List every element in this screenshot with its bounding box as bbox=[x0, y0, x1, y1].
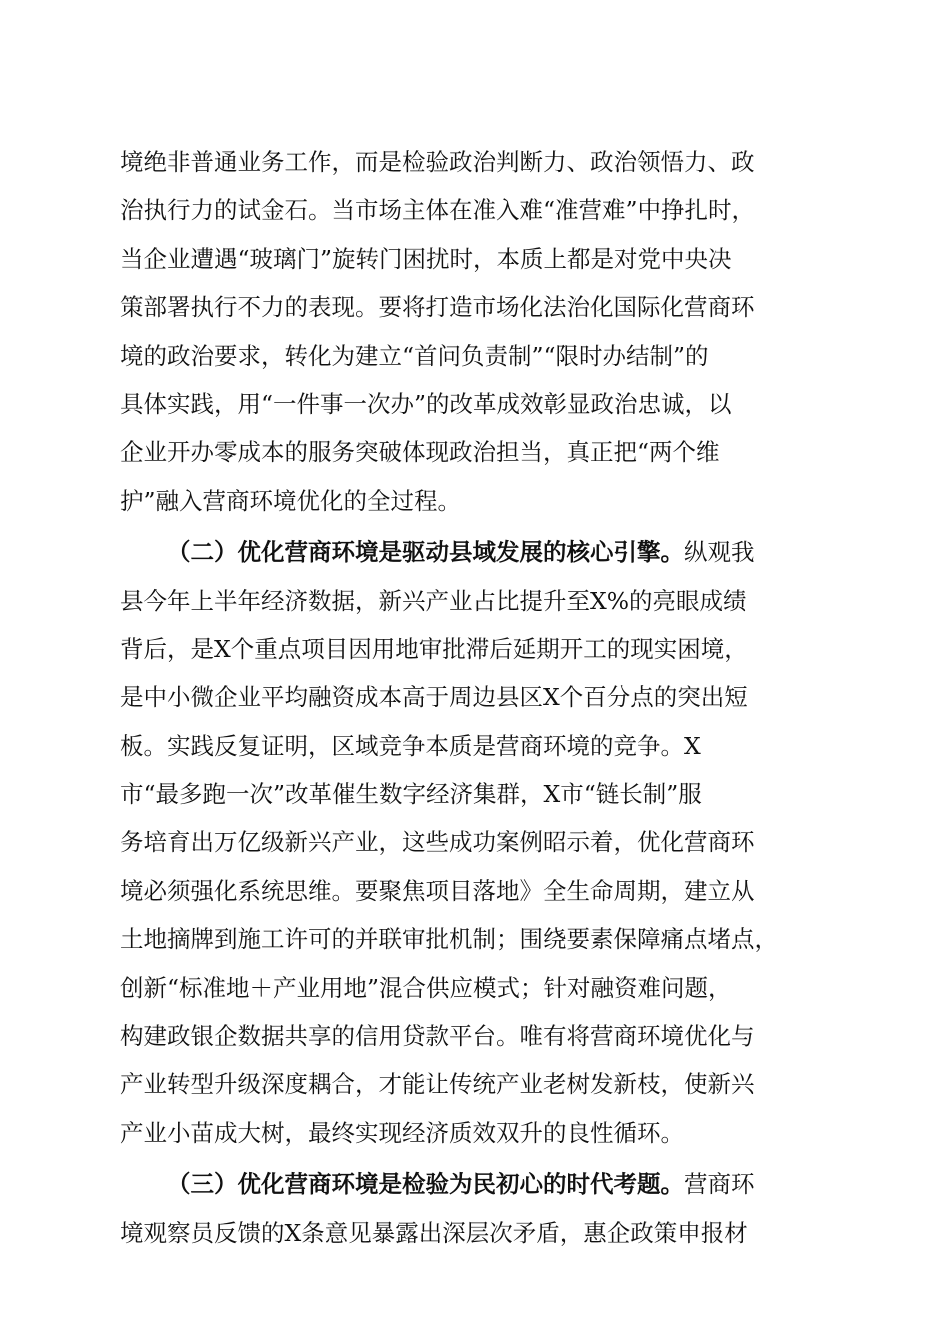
paragraph-line: 背后，是X个重点项目因用地审批滞后延期开工的现实困境， bbox=[120, 634, 748, 663]
paragraph-text: 纵观我 bbox=[684, 538, 755, 567]
paragraph-3 bbox=[120, 1160, 840, 1257]
paragraph-line: 创新“标准地＋产业用地”混合供应模式；针对融资难问题， bbox=[120, 973, 732, 1002]
paragraph-line: 构建政银企数据共享的信用贷款平台。唯有将营商环境优化与 bbox=[120, 1022, 755, 1051]
paragraph-line: 境绝非普通业务工作，而是检验政治判断力、政治领悟力、政 bbox=[120, 148, 755, 176]
paragraph-line: 务培育出万亿级新兴产业，这些成功案例昭示着，优化营商环 bbox=[120, 828, 755, 857]
paragraph-line: 产业转型升级深度耦合，才能让传统产业老树发新枝，使新兴 bbox=[120, 1070, 755, 1099]
paragraph-line: 护”融入营商环境优化的全过程。 bbox=[120, 486, 462, 515]
document-body bbox=[120, 138, 840, 1257]
paragraph-line: 境观察员反馈的X条意见暴露出深层次矛盾，惠企政策申报材 bbox=[120, 1218, 748, 1247]
paragraph-1 bbox=[120, 138, 840, 525]
paragraph-line: 当企业遭遇“玻璃门”旋转门困扰时，本质上都是对党中央决 bbox=[120, 244, 732, 273]
section-heading-2: （二）优化营商环境是驱动县域发展的核心引擎。 bbox=[167, 538, 684, 567]
paragraph-line: 板。实践反复证明，区域竞争本质是营商环境的竞争。X bbox=[120, 731, 701, 760]
paragraph-line: 市“最多跑一次”改革催生数字经济集群，X市“链长制”服 bbox=[120, 780, 702, 809]
paragraph-line: 境的政治要求，转化为建立“首问负责制”“限时办结制”的 bbox=[120, 341, 709, 370]
paragraph-first-line bbox=[120, 528, 840, 576]
paragraph-line: 县今年上半年经济数据，新兴产业占比提升至X%的亮眼成绩 bbox=[120, 586, 747, 615]
paragraph-line: 企业开办零成本的服务突破体现政治担当，真正把“两个维 bbox=[120, 438, 720, 467]
paragraph-2 bbox=[120, 528, 840, 1157]
paragraph-line: 境必须强化系统思维。要聚焦项目落地》全生命周期，建立从 bbox=[120, 876, 755, 905]
paragraph-line: 策部署执行不力的表现。要将打造市场化法治化国际化营商环 bbox=[120, 293, 755, 322]
paragraph-line: 具体实践，用“一件事一次办”的改革成效彰显政治忠诚，以 bbox=[120, 389, 732, 418]
paragraph-line: 是中小微企业平均融资成本高于周边县区X个百分点的突出短 bbox=[120, 683, 748, 712]
paragraph-line: 治执行力的试金石。当市场主体在准入难“准营难”中挣扎时， bbox=[120, 196, 756, 225]
paragraph-first-line bbox=[120, 1160, 840, 1208]
paragraph-line: 产业小苗成大树，最终实现经济质效双升的良性循环。 bbox=[120, 1118, 684, 1147]
paragraph-text: 营商环 bbox=[684, 1170, 755, 1199]
section-heading-3: （三）优化营商环境是检验为民初心的时代考题。 bbox=[167, 1170, 684, 1199]
paragraph-line: 土地摘牌到施工许可的并联审批机制；围绕要素保障痛点堵点， bbox=[120, 925, 778, 954]
